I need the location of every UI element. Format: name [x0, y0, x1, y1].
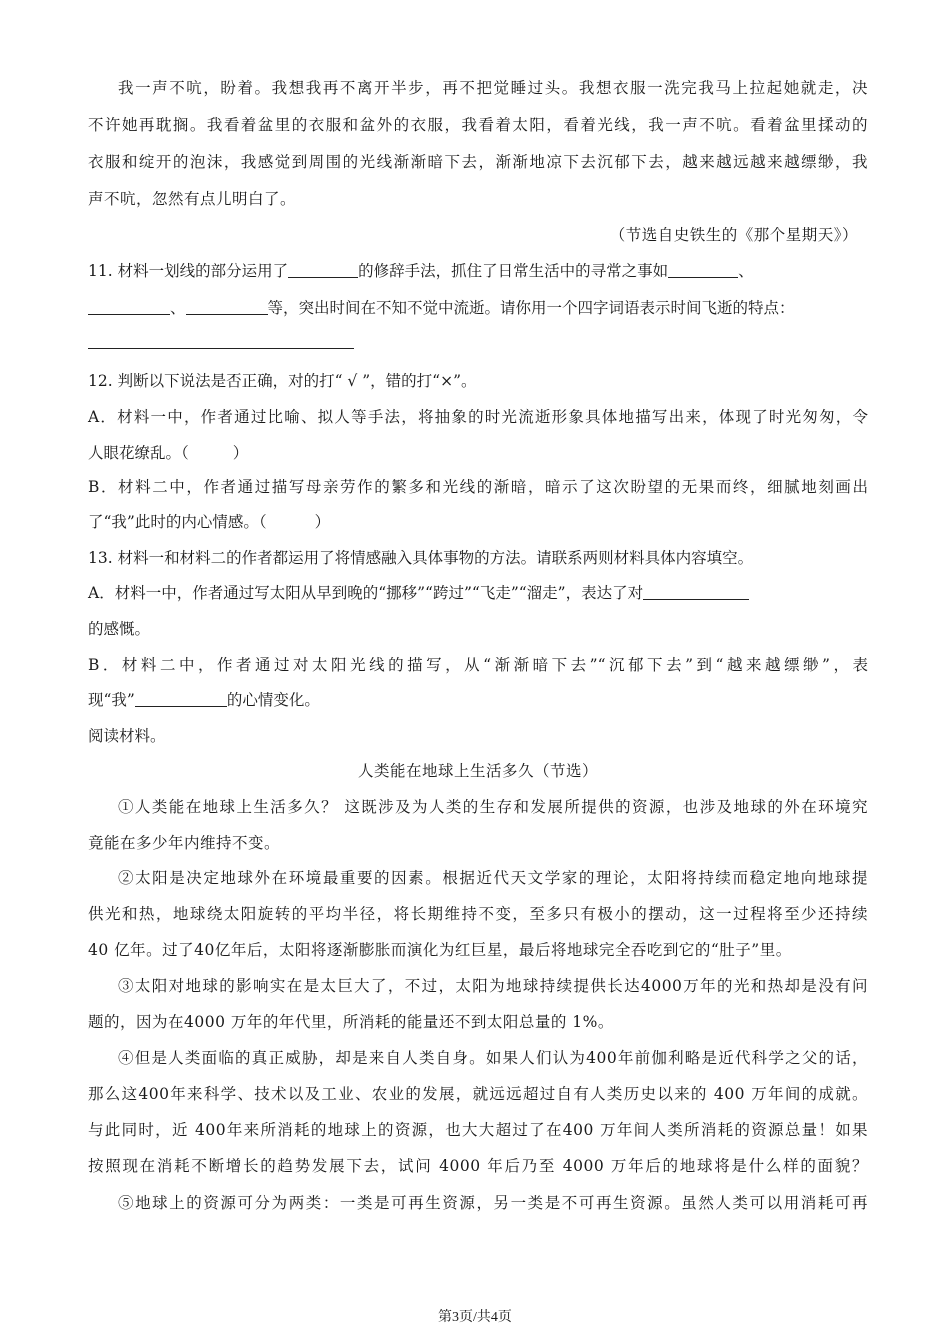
q11-text-e: 等，突出时间在不知不觉中流逝。请你用一个四字词语表示时间飞逝的特点：	[267, 299, 795, 317]
q12-b-line-1: B．材料二中，作者通过描写母亲劳作的繁多和光线的渐暗，暗示了这次盼望的无果而终，细腻地刻画出	[88, 478, 868, 496]
q13-a-line-1	[88, 583, 868, 603]
q12-a-close: ）	[232, 444, 249, 462]
q11-blank-example-1[interactable]	[668, 261, 738, 278]
reading-line-3: ②太阳是决定地球外在环境最重要的因素。根据近代天文学家的理论，太阳将持续而稳定地向地球提	[118, 869, 868, 887]
reading-line-1: ①人类能在地球上生活多久？ 这既涉及为人类的生存和发展所提供的资源，也涉及地球的外在环境究	[118, 798, 868, 816]
q11-text-a: 11. 材料一划线的部分运用了	[88, 262, 289, 280]
q13-a-text: A．材料一中，作者通过写太阳从早到晚的“挪移”“跨过”“飞走”“溜走”，表达了对	[88, 584, 644, 602]
reading-line-6: ③太阳对地球的影响实在是太巨大了，不过，太阳为地球持续提供长达4000万年的光和热却是没有问	[118, 977, 868, 995]
q13-b-text-b: 的心情变化。	[226, 691, 320, 709]
q11-blank-example-2[interactable]	[88, 298, 170, 315]
q12-a-line-1: A．材料一中，作者通过比喻、拟人等手法，将抽象的时光流逝形象具体地描写出来，体现了时光匆匆，令	[88, 408, 868, 426]
reading-line-9: 那么这400年来科学、技术以及工业、农业的发展，就远远超过自有人类历史以来的 400 万年间的成就。	[88, 1085, 868, 1103]
story-line-3: 衣服和绽开的泡沫，我感觉到周围的光线渐渐暗下去，渐渐地凉下去沉郁下去，越来越远越来越缥缈，我	[88, 153, 868, 171]
reading-line-10: 与此同时，近 400年来所消耗的地球上的资源，也大大超过了在400 万年间人类所消耗的资源总量！如果	[88, 1121, 868, 1139]
reading-line-4: 供光和热，地球绕太阳旋转的平均半径，将长期维持不变，至多只有极小的摆动，这一过程将至少还持续	[88, 905, 868, 923]
q12-a-text: 人眼花缭乱。（	[88, 444, 189, 462]
q12-b-line-2	[88, 512, 868, 532]
reading-line-11: 按照现在消耗不断增长的趋势发展下去，试问 4000 年后乃至 4000 万年后的地球将是什么样的面貌？	[88, 1157, 868, 1175]
reading-intro: 阅读材料。	[88, 727, 166, 745]
q12-stem: 12. 判断以下说法是否正确，对的打“ √ ”，错的打“×”。	[88, 372, 477, 390]
reading-line-7: 题的，因为在4000 万年的年代里，所消耗的能量还不到太阳总量的 1%。	[88, 1013, 614, 1031]
q13-b-text-a: 现“我”	[88, 691, 135, 709]
q11-blank-example-3[interactable]	[186, 298, 268, 315]
q11-text-d: 、	[170, 299, 186, 317]
q13-b-blank[interactable]	[135, 690, 227, 707]
story-line-4: 声不吭，忽然有点儿明白了。	[88, 190, 297, 208]
reading-line-2: 竟能在多少年内维持不变。	[88, 834, 281, 852]
q11-blank-rhetoric[interactable]	[288, 261, 358, 278]
q13-b-line-2	[88, 690, 868, 710]
reading-title: 人类能在地球上生活多久（节选）	[357, 762, 598, 780]
q12-a-line-2	[88, 443, 868, 463]
q11-text-c: 、	[738, 262, 754, 280]
q13-a-line-2: 的感慨。	[88, 620, 151, 638]
q13-stem: 13. 材料一和材料二的作者都运用了将情感融入具体事物的方法。请联系两则材料具体内容填空。	[88, 549, 754, 567]
q12-b-close: ）	[314, 513, 331, 531]
reading-line-8: ④但是人类面临的真正威胁，却是来自人类自身。如果人们认为400年前伽利略是近代科学之父的话，	[118, 1049, 868, 1067]
q11-line-2	[88, 298, 868, 318]
page-number-footer: 第3页/共4页	[438, 1310, 512, 1325]
story-line-2: 不许她再耽搁。我看着盆里的衣服和盆外的衣服，我看着太阳，看着光线，我一声不吭。看着盆里揉动的	[88, 116, 868, 134]
q11-answer-line[interactable]	[88, 348, 354, 349]
q11-text-b: 的修辞手法，抓住了日常生活中的寻常之事如	[358, 262, 669, 280]
q11-line-1	[88, 261, 868, 281]
story-line-1: 我一声不吭，盼着。我想我再不离开半步，再不把觉睡过头。我想衣服一洗完我马上拉起她就走，决	[118, 79, 868, 97]
reading-line-5: 40 亿年。过了40亿年后，太阳将逐渐膨胀而演化为红巨星，最后将地球完全吞吃到它的“肚子”里。	[88, 941, 792, 959]
reading-line-12: ⑤地球上的资源可分为两类：一类是可再生资源，另一类是不可再生资源。虽然人类可以用消耗可再	[118, 1194, 868, 1212]
q13-b-line-1: B．材料二中，作者通过对太阳光线的描写，从“渐渐暗下去”“沉郁下去”到“越来越缥缈”，表	[88, 656, 868, 674]
q13-a-blank[interactable]	[643, 583, 749, 600]
q12-b-text: 了“我”此时的内心情感。（	[88, 513, 267, 531]
story-source: （节选自史铁生的《那个星期天》）	[609, 226, 858, 244]
